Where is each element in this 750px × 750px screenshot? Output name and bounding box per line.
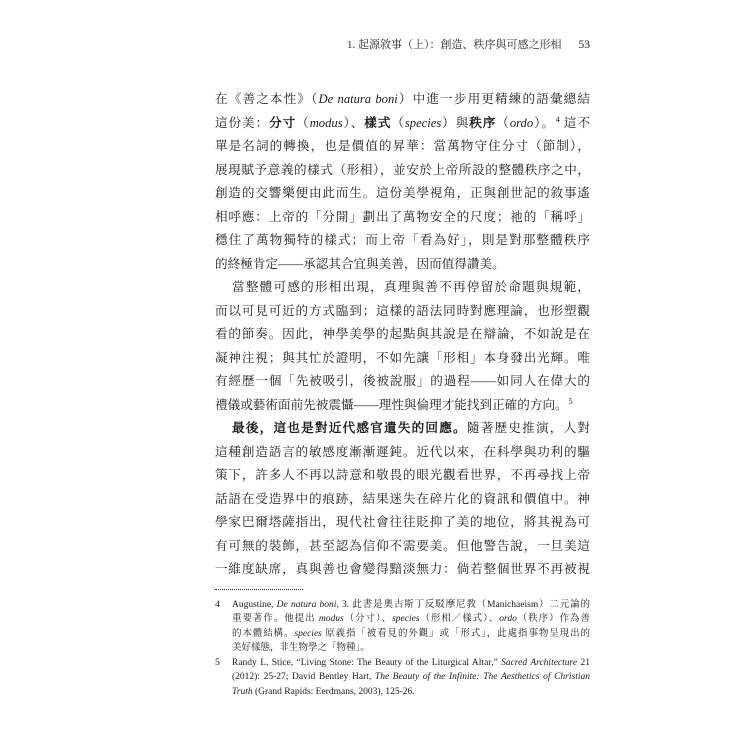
footnote-text — [232, 656, 590, 700]
footnote-line — [232, 612, 590, 627]
italic-text: species — [294, 628, 322, 639]
body-line — [215, 394, 590, 418]
body-line — [215, 88, 590, 112]
text-run: 美好樣態，非生物學之「物種」。 — [232, 643, 370, 654]
page-number: 53 — [578, 39, 590, 51]
footnote — [215, 656, 590, 700]
text-run: ）、 — [342, 115, 365, 130]
text-run: （ — [496, 115, 510, 130]
text-run: 看的節奏。因此，神學美學的起點與其說是在辯論，不如說是在 — [215, 327, 590, 341]
body-line — [215, 370, 590, 394]
text-run: 的終極肯定——承認其合宜與美善，因而值得讚美。 — [215, 256, 505, 271]
paragraph — [215, 276, 590, 417]
text-run: ）與 — [441, 115, 470, 130]
text-run: （秩序）作為善 — [516, 614, 590, 625]
italic-text: De natura boni — [276, 599, 337, 610]
text-run: 原義指「被看見的外觀」或「形式」，此處指事物呈現出的 — [321, 628, 590, 639]
footnote-text — [232, 598, 590, 656]
footnote-line — [232, 670, 590, 685]
body-line — [215, 558, 590, 582]
footnote-line — [232, 598, 590, 613]
text-run: 當整體可感的形相出現，真理與善不再停留於命題與規範， — [232, 280, 590, 294]
body-line — [215, 300, 590, 324]
text-run: 策下，許多人不再以詩意和敬畏的眼光觀看世界，不再尋找上帝 — [215, 468, 590, 482]
text-run: （形相／樣式）、 — [419, 614, 500, 625]
footnotes — [215, 598, 590, 700]
text-run: （ — [391, 115, 405, 130]
italic-text: ordo — [499, 614, 517, 625]
text-run: 這種創造語言的敏感度漸漸遲鈍。近代以來，在科學與功利的驅 — [215, 444, 590, 459]
footnote-line — [232, 656, 590, 671]
text-run: 單是名詞的轉換，也是價值的昇華：當萬物守住分寸（節制）， — [215, 139, 590, 153]
body-line — [215, 229, 590, 253]
body-line — [215, 206, 590, 230]
footnote-line — [232, 685, 590, 700]
text-run: 21 — [577, 657, 590, 668]
italic-text: The Beauty of the Infinite: The Aesthetics of Christian — [374, 672, 590, 683]
body-line — [215, 182, 590, 206]
text-run: (Grand Rapids: Eerdmans, 2003), 125-26. — [252, 687, 415, 698]
text-run: Augustine, — [232, 599, 277, 610]
footnote-separator — [215, 589, 303, 590]
body-line — [215, 488, 590, 512]
text-run: 有可無的裝飾，甚至認為信仰不需要美。但他警告說，一旦美這 — [215, 538, 590, 553]
text-run: 展現賦予意義的樣式（形相），並安於上帝所設的整體秩序之中， — [215, 162, 590, 177]
body-line — [215, 276, 590, 300]
text-run: 重要著作。他提出 — [232, 614, 319, 625]
chapter-running-title: 1. 起源敘事（上）：創造、秩序與可感之形相 — [347, 39, 562, 51]
italic-text: modus — [318, 614, 344, 625]
bold-text: 樣式 — [364, 115, 392, 130]
text-run: 穩住了萬物獨特的樣式；而上帝「看為好」，則是對那整體秩序 — [215, 233, 590, 247]
italic-text: species — [404, 115, 442, 130]
body-line — [215, 464, 590, 488]
text-run: 相呼應：上帝的「分開」劃出了萬物安全的尺度；祂的「稱呼」 — [215, 209, 590, 224]
footnote-line — [232, 627, 590, 642]
body-line — [215, 347, 590, 371]
body-line — [215, 253, 590, 277]
body-line — [215, 159, 590, 183]
body-line — [215, 511, 590, 535]
paragraph — [215, 417, 590, 582]
text-run: , 3. 此書是奧古斯丁反駁摩尼教（Manichaeism）二元論的 — [336, 599, 590, 610]
bold-text: 最後，這也是對近代感官遺失的回應。 — [232, 421, 467, 435]
text-run: 這不 — [559, 115, 591, 130]
text-run: 一維度缺席，真與善也會變得黯淡無力：倘若整個世界不再被視 — [215, 562, 590, 576]
text-run: 禮儀或藝術面前先被震懾——理性與倫理才能找到正確的方向。 — [215, 397, 568, 412]
body-line — [215, 535, 590, 559]
text-run: (2012): 25-27; David Bentley Hart, — [232, 672, 375, 683]
running-head — [347, 38, 590, 52]
text-run: ）中進一步用更精練的語彙總結 — [397, 92, 590, 106]
body-text — [215, 88, 590, 582]
footnote-line — [232, 641, 590, 656]
text-run: （分寸）、 — [343, 614, 393, 625]
italic-text: Sacred Architecture — [501, 657, 578, 668]
text-run: 而以可見可近的方式臨到；這樣的語法同時對應理論，也形塑觀 — [215, 303, 590, 318]
text-run: 的本體結構。 — [232, 628, 295, 639]
footnote — [215, 598, 590, 656]
text-run: 創造的交響樂便由此而生。這份美學視角，正與創世記的敘事遙 — [215, 186, 590, 200]
footnote-number: 4 — [215, 598, 220, 610]
italic-text: modus — [309, 115, 343, 130]
footnote-reference: 4 — [555, 114, 560, 124]
body-line — [215, 135, 590, 159]
text-run: 有經歷一個「先被吸引，後被說服」的過程——如同人在偉大的 — [215, 374, 590, 388]
text-run: 凝神注視；與其忙於證明，不如先讓「形相」本身發出光輝。唯 — [215, 350, 590, 365]
body-line — [215, 323, 590, 347]
bold-text: 秩序 — [469, 115, 497, 130]
italic-text: Truth — [232, 687, 253, 698]
text-run: ）。 — [533, 115, 555, 130]
italic-text: ordo — [509, 115, 534, 130]
bold-text: 分寸 — [269, 115, 297, 130]
text-run: 在《善之本性》（ — [215, 92, 319, 106]
paragraph — [215, 88, 590, 276]
text-run: （ — [296, 115, 310, 130]
body-line — [215, 417, 590, 441]
text-run: 這份美： — [215, 115, 270, 130]
footnote-number: 5 — [215, 656, 220, 668]
italic-text: De natura boni — [318, 92, 398, 106]
italic-text: species — [392, 614, 420, 625]
text-run: 隨著歷史推演，人對 — [466, 421, 591, 435]
text-run: 話語在受造界中的痕跡，結果迷失在碎片化的資訊和價值中。神 — [215, 491, 590, 506]
footnote-reference: 5 — [568, 396, 573, 406]
body-line — [215, 441, 590, 465]
body-line — [215, 112, 590, 136]
text-run: 學家巴爾塔薩指出，現代社會往往貶抑了美的地位，將其視為可 — [215, 515, 590, 529]
text-run: Randy L. Stice, “Living Stone: The Beauty of the Liturgical Altar,” — [232, 657, 502, 668]
